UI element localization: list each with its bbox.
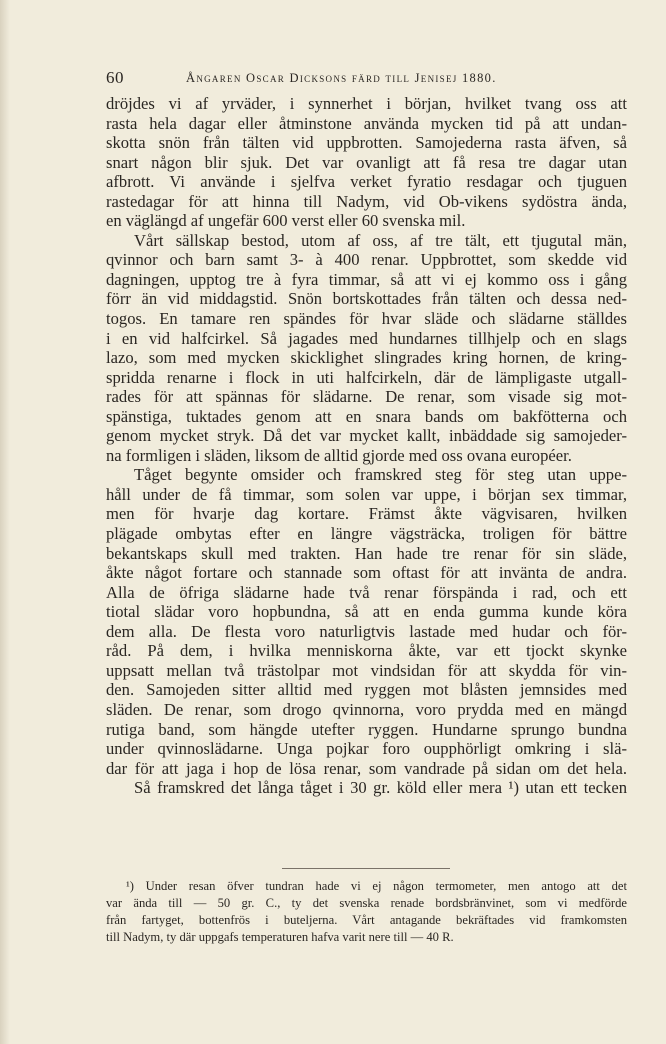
- text-line: spänstiga, tuktades genom att en snara bands om bakfötterna och: [106, 406, 627, 426]
- text-line: rades för att spännas för slädarne. De renar, som visade sig mot-: [106, 387, 627, 407]
- text-line: lazo, som med mycken skicklighet slingrades kring hornen, de kring-: [106, 348, 627, 368]
- footnote: [106, 878, 627, 946]
- text-line: dar för att jaga i hop de lösa renar, som vandrade på sidan om det hela.: [106, 758, 627, 778]
- text-line: håll under de få timmar, som solen var uppe, i början sex timmar,: [106, 484, 627, 504]
- text-line: Tåget begynte omsider och framskred steg för steg utan uppe-: [134, 465, 627, 485]
- text-line: Så framskred det långa tåget i 30 gr. köld eller mera ¹) utan ett tecken: [134, 778, 627, 798]
- footnote-line: från fartyget, bottenfrös i buteljerna. Vårt antagande bekräftades vid framkomsten: [106, 913, 627, 927]
- text-line: skotta snön från tälten vid uppbrotten. Samojederna rasta äfven, så: [106, 133, 627, 153]
- text-line: råd. På dem, i hvilka menniskorna åkte, var ett tjockt skynke: [106, 641, 627, 661]
- text-line: rutiga band, som hängde utefter ryggen. Hundarne sprungo bundna: [106, 719, 627, 739]
- text-line: rastedagar för att hinna till Nadym, vid Ob-vikens sydöstra ända,: [106, 191, 627, 211]
- text-line: dröjdes vi af yrväder, i synnerhet i början, hvilket tvang oss att: [106, 94, 627, 113]
- text-line: den. Samojeden sitter alltid med ryggen mot blåsten jemnsides med: [106, 680, 627, 700]
- footnote-line: var ända till — 50 gr. C., ty det svenska renade bordsbränvinet, som vi medförde: [106, 896, 627, 910]
- text-line: Vårt sällskap bestod, utom af oss, af tre tält, ett tjugutal män,: [134, 230, 627, 250]
- text-line: förr än vid middagstid. Snön bortskottades från tälten och dessa ned-: [106, 289, 627, 309]
- text-line: uppsatt mellan två trästolpar mot vindsidan för att skydda för vin-: [106, 660, 627, 680]
- text-line: snart någon blir sjuk. Det var ovanligt att få resa tre dagar utan: [106, 152, 627, 172]
- text-line: dagningen, upptog tre à fyra timmar, så att vi ej kommo oss i gång: [106, 269, 627, 289]
- running-head: [106, 68, 632, 90]
- page-edge-shadow: [0, 0, 10, 1044]
- footnote-divider: [282, 868, 450, 869]
- text-line: en väglängd af ungefär 600 verst eller 60 svenska mil.: [106, 211, 466, 231]
- running-title: Ångaren Oscar Dicksons färd till Jenisej 1880.: [186, 71, 497, 85]
- text-line: bekantskaps skull med trakten. Han hade tre renar för sin släde,: [106, 543, 627, 563]
- page-number: 60: [106, 68, 124, 87]
- text-line: i en vid halfcirkel. Så jagades med hundarnes tillhjelp och en slags: [106, 328, 627, 348]
- text-line: dem alla. De flesta voro naturligtvis lastade med hudar och för-: [106, 621, 627, 641]
- text-line: men för hvarje dag kortare. Främst åkte vägvisaren, hvilken: [106, 504, 627, 524]
- text-line: genom mycket stryk. Då det var mycket kallt, inbäddade sig samojeder-: [106, 426, 627, 446]
- footnote-line: ¹) Under resan öfver tundran hade vi ej någon termometer, men antogo att det: [126, 879, 627, 893]
- text-line: qvinnor och barn samt 3- à 400 renar. Uppbrottet, som skedde vid: [106, 250, 627, 270]
- text-line: släden. De renar, som drogo qvinnorna, voro prydda med en mängd: [106, 699, 627, 719]
- text-line: rasta hela dagar eller åtminstone använda mycken tid på att undan-: [106, 113, 627, 133]
- text-line: Alla de öfriga slädarne hade två renar förspända i rad, och ett: [106, 582, 627, 602]
- text-line: spridda renarne i flock in uti halfcirkeln, där de lämpligaste utgall-: [106, 367, 627, 387]
- text-line: åkte något fortare och stannade som oftast för att invänta de andra.: [106, 563, 627, 583]
- text-line: under qvinnoslädarne. Unga pojkar foro oupphörligt omkring i slä-: [106, 739, 627, 759]
- text-line: tiotal slädar voro hopbundna, så att en enda gumma kunde köra: [106, 602, 627, 622]
- body-text: [106, 94, 627, 798]
- footnote-line: till Nadym, ty där uppgafs temperaturen hafva varit nere till — 40 R.: [106, 930, 454, 944]
- text-line: na formligen i släden, liksom de alltid gjorde med oss ovana européer.: [106, 445, 572, 465]
- text-line: plägade ombytas efter en längre vägsträcka, troligen för bättre: [106, 524, 627, 544]
- text-line: afbrott. Vi använde i sjelfva verket fyratio resdagar och tjuguen: [106, 172, 627, 192]
- text-line: togos. En tamare ren spändes för hvar släde och slädarne ställdes: [106, 309, 627, 329]
